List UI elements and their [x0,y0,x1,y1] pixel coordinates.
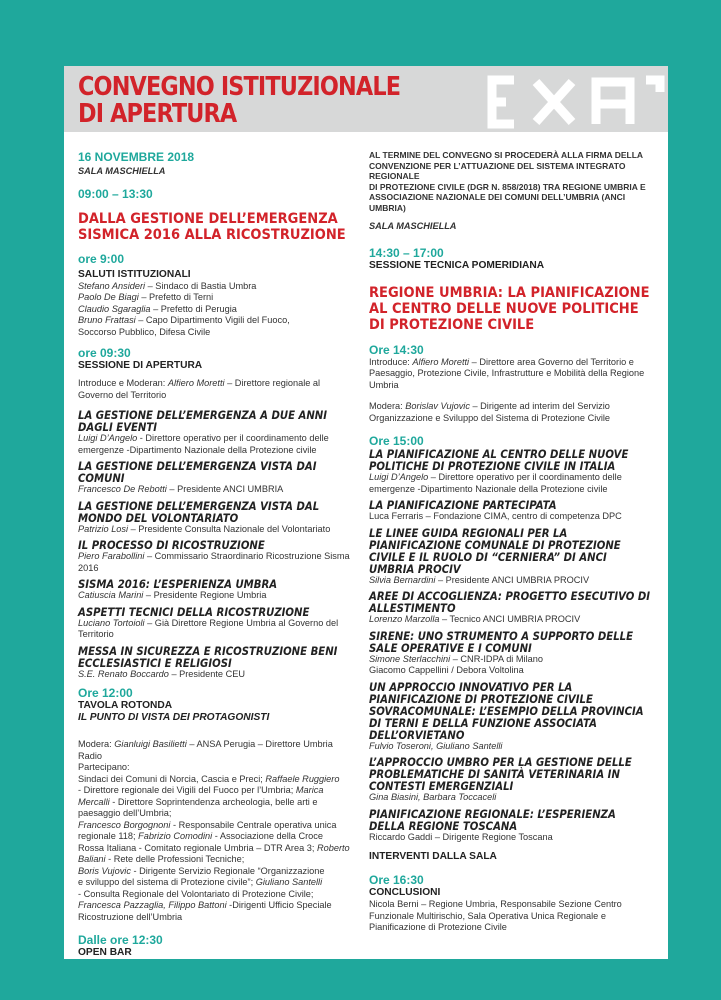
talk-title: MONDO DEL VOLONTARIATO [78,510,239,525]
talk-title: DAGLI EVENTI [78,420,158,434]
afternoon-time: 14:30 – 17:00 [369,245,444,260]
morning-session-title: DALLA GESTIONE DELL’EMERGENZA SISMICA 2016 ALLA RICOSTRUZIONE [78,210,346,243]
talk-speaker-extra: emergenze -Dipartimento Nazionale della Protezione civile [369,483,608,494]
talk-item [78,409,364,456]
moderator-details: Modera: Borislav Vujovic – Dirigente ad interim del Servizio Organizzazione e Sviluppo del Sistema di Protezione Civile [369,401,611,423]
list-item: Claudio Sgaraglia – Prefetto di Perugia [78,303,237,314]
talk-title: LA GESTIONE DELL’EMERGENZA VISTA DAI [78,459,317,473]
talk-speaker: Fulvio Toseroni, Giuliano Santelli [369,740,503,751]
talk-title: DI TERNI E DELLA FUNZIONE ASSOCIATA [369,715,597,730]
page-title: CONVEGNO ISTITUZIONALE DI APERTURA [78,72,401,129]
talk-title: LA GESTIONE DELL’EMERGENZA A DUE ANNI [78,408,328,422]
talk-speaker: Silvia Bernardini – Presidente ANCI UMBRIA PROCIV [369,574,590,585]
talk-speaker: Simone Sterlacchini – CNR-IDPA di Milano [369,653,543,664]
talk-title: PIANIFICAZIONE REGIONALE: L’ESPERIENZA [369,806,616,821]
talk-title: IL PROCESSO DI RICOSTRUZIONE [78,538,265,552]
talk-title: L’APPROCCIO UMBRO PER LA GESTIONE DELLE [369,755,632,769]
talk-title: ECCLESIASTICI E RELIGIOSI [78,655,232,670]
talk-title: LA PIANIFICAZIONE PARTECIPATA [369,498,557,512]
roundtable-subtitle: IL PUNTO DI VISTA DEI PROTAGONISTI [78,712,270,723]
list-item: Bruno Frattasi – Capo Dipartimento Vigili del Fuoco, [78,315,290,325]
greetings-list [78,281,364,339]
conclusions-heading: CONCLUSIONI [369,887,441,898]
afternoon-session: SESSIONE TECNICA POMERIDIANA [369,259,545,271]
talk-title: CIVILE E IL RUOLO DI “CERNIERA” DI ANCI [369,549,607,564]
talk-item [369,681,659,753]
talk-item [78,606,364,641]
open-bar-time: Dalle ore 12:30 [78,933,163,947]
talk-item [369,808,659,844]
afternoon-talks [369,448,659,843]
opening-moderator: Introduce e Moderan: Alfiero Moretti – Direttore regionale al Governo del Territorio [78,378,321,400]
talk-speaker: Gina Biasini, Barbara Toccaceli [369,792,497,802]
intro-time: Ore 14:30 [369,342,424,357]
afternoon-room: SALA MASCHIELLA [369,221,457,231]
talk-item [78,460,364,496]
talk-speaker: Catiuscia Marini – Presidente Regione Umbria [78,590,267,600]
list-item: Paolo De Biagi – Prefetto di Terni [78,292,214,302]
header-band [64,66,668,132]
talk-title: ASPETTI TECNICI DELLA RICOSTRUZIONE [78,604,310,619]
talk-speaker-extra: 2016 [78,562,99,573]
talk-title: DELL’ORVIETANO [369,727,465,742]
room-label: SALA MASCHIELLA [78,166,166,176]
talk-title: SALE OPERATIVE E I COMUNI [369,640,532,655]
talk-speaker: Piero Farabollini – Commissario Straordinario Ricostruzione Sisma [78,551,350,561]
talk-title: PROBLEMATICHE DI SANITÀ VETERINARIA IN [369,767,620,781]
greetings-heading: SALUTI ISTITUZIONALI [78,268,191,280]
talk-speaker: S.E. Renato Boccardo – Presidente CEU [78,668,245,679]
talk-title: DELLA REGIONE TOSCANA [369,818,518,833]
talk-item [78,578,364,602]
list-item: Soccorso Pubblico, Difesa Civile [78,326,211,337]
talk-item [369,630,659,677]
talk-speaker-extra: emergenze -Dipartimento Nazionale della Protezione civile [78,444,317,455]
talk-item [369,499,659,523]
talk-title: POLITICHE DI PROTEZIONE CIVILE IN ITALIA [369,459,616,473]
talk-speaker: Luca Ferraris – Fondazione CIMA, centro di competenza DPC [369,511,622,521]
talk-title: MESSA IN SICUREZZA E RICOSTRUZIONE BENI [78,643,338,658]
talk-speaker: Lorenzo Marzolla – Tecnico ANCI UMBRIA PROCIV [369,614,581,624]
conclusions-text: Nicola Berni – Regione Umbria, Responsabile Sezione Centro Funzionale Multirischio, Sala Operativa Unica Regionale e Pianificazione di Protezione Civile [369,899,622,932]
greetings-time: ore 9:00 [78,251,125,266]
talks-time: Ore 15:00 [369,434,424,448]
talk-speaker: Luciano Tortoioli – Già Direttore Regione Umbria al Governo del [78,617,339,628]
talk-title: AREE DI ACCOGLIENZA: PROGETTO ESECUTIVO DI [369,589,651,603]
talk-title: CONTESTI EMERGENZIALI [369,779,514,793]
talk-title: SISMA 2016: L’ESPERIENZA UMBRA [78,577,278,591]
talk-speaker-extra: Giacomo Cappellini / Debora Voltolina [369,665,524,675]
program-sheet [64,66,668,959]
conclusions-time: Ore 16:30 [369,873,424,887]
talk-title: PIANIFICAZIONE DI PROTEZIONE CIVILE [369,691,593,706]
morning-time: 09:00 – 13:30 [78,186,153,201]
roundtable-time: Ore 12:00 [78,686,133,700]
opening-time: ore 09:30 [78,346,131,360]
opening-heading: SESSIONE DI APERTURA [78,360,203,371]
open-bar-heading: OPEN BAR [78,947,132,958]
exa-logo-icon [484,72,668,132]
talk-title: UMBRIA PROCIV [369,561,461,576]
talk-speaker: Patrizio Losi – Presidente Consulta Nazionale del Volontariato [78,523,331,534]
talk-speaker: Francesco De Rebotti – Presidente ANCI UMBRIA [78,484,284,494]
talk-speaker-extra: Territorio [78,629,114,639]
talk-title: LA PIANIFICAZIONE AL CENTRO DELLE NUOVE [369,447,629,461]
talk-speaker: Riccardo Gaddi – Dirigente Regione Toscana [369,831,553,842]
talk-item [369,448,659,495]
talk-title: SOVRACOMUNALE: L’ESEMPIO DELLA PROVINCIA [369,703,644,718]
talk-item [78,645,364,681]
talk-item [78,500,364,536]
talk-item [369,590,659,626]
roundtable-details: Modera: Gianluigi Basilietti – ANSA Perugia – Direttore Umbria Radio Partecipano: Sindaci dei Comuni di Norcia, Cascia e Preci; Raffaele Ruggiero - Direttore regionale dei Vigili del Fuoco per l’Umbria; Marica Mercalli - Direttore Soprintendenza archeologia, belle arti e paesaggio dell’Umbria; Francesco Borgognoni - Responsabile Centrale operativa unica regionale 118; Fabrizio Comodini - Associazione della Croce Rossa Italiana - Comitato regionale Umbria – DTR Area 3; Roberto Baliani - Rete delle Professioni Tecniche; Boris Vujovic - Dirigente Servizio Regionale “Organizzazione e sviluppo del sistema di Protezione civile”; Giuliano Santelli - Consulta Regionale del Volontariato di Protezione Civile; Francesca Pazzaglia, Filippo Battoni -Dirigenti Ufficio Speciale Ricostruzione dell’Umbria [78,739,350,922]
talk-item [369,527,659,587]
intro-details: Introduce: Alfiero Moretti – Direttore area Governo del Territorio e Paesaggio, Protezione Civile, Infrastrutture e Mobilità della Regione Umbria [369,356,645,390]
interventions-heading: INTERVENTI DALLA SALA [369,851,497,862]
talk-title: SIRENE: UNO STRUMENTO A SUPPORTO DELLE [369,628,633,643]
talk-title: LA GESTIONE DELL’EMERGENZA VISTA DAL [78,498,320,513]
talk-title: ALLESTIMENTO [369,601,456,615]
talk-item [78,539,364,574]
talk-title: COMUNI [78,471,125,485]
right-column [369,150,659,934]
signing-notice: AL TERMINE DEL CONVEGNO SI PROCEDERÀ ALLA FIRMA DELLA CONVENZIONE PER L’ATTUAZIONE DEL SISTEMA INTEGRATO REGIONALE DI PROTEZIONE CIVILE (DGR N. 858/2018) TRA REGIONE UMBRIA E ASSOCIAZIONE NAZIONALE DEI COMUNI DELL’UMBRIA (ANCI UMBRIA) [369,150,646,213]
talk-title: UN APPROCCIO INNOVATIVO PER LA [369,679,573,694]
talk-speaker: Luigi D’Angelo – Direttore operativo per il coordinamento delle [369,472,622,482]
talk-title: LE LINEE GUIDA REGIONALI PER LA [369,525,568,540]
talk-title: PIANIFICAZIONE COMUNALE DI PROTEZIONE [369,537,621,552]
roundtable-heading: TAVOLA ROTONDA [78,700,173,711]
opening-talks [78,409,364,680]
left-column [78,150,364,959]
talk-item [369,756,659,804]
list-item: Stefano Ansideri – Sindaco di Bastia Umbra [78,280,257,291]
talk-speaker: Luigi D’Angelo - Direttore operativo per il coordinamento delle [78,433,329,443]
event-date: 16 NOVEMBRE 2018 [78,150,195,164]
afternoon-session-title: REGIONE UMBRIA: LA PIANIFICAZIONE AL CENTRO DELLE NUOVE POLITICHE DI PROTEZIONE CIVILE [369,284,650,333]
